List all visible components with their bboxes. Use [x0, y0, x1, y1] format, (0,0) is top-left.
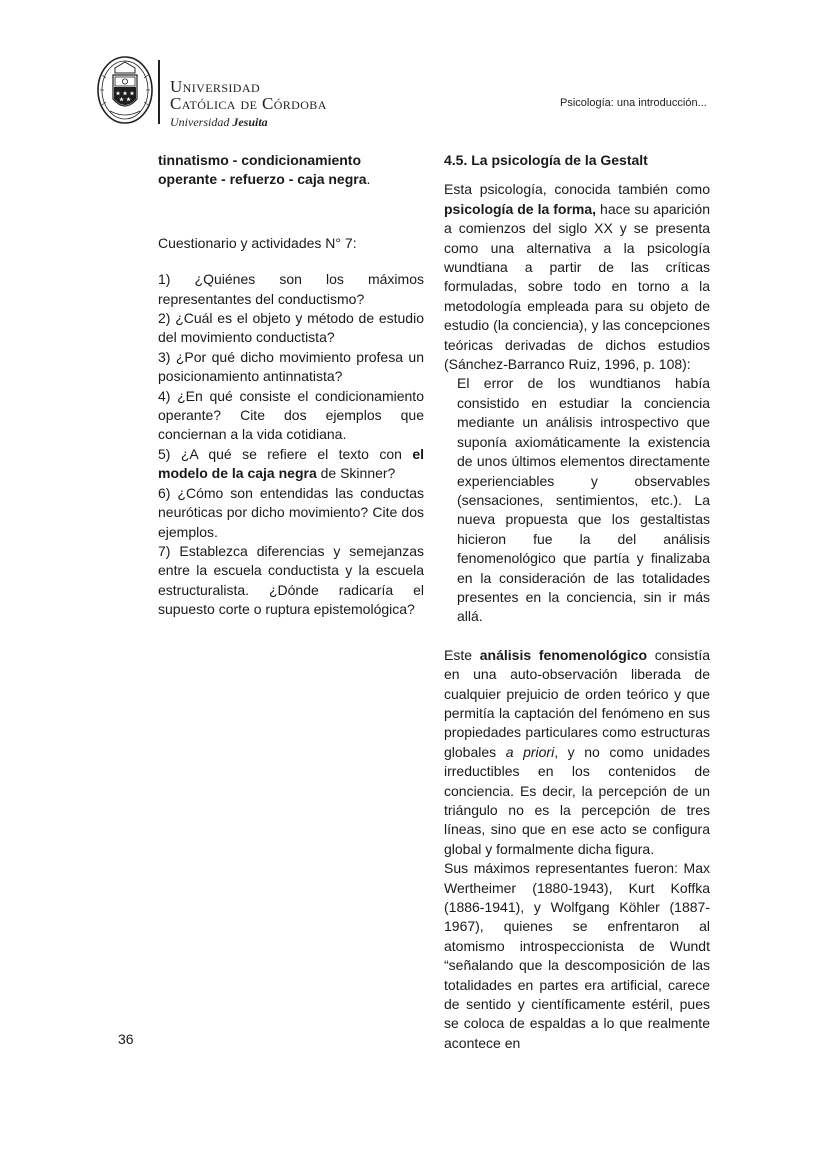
para2-bold: análisis fenomenológico	[479, 646, 647, 663]
tagline-bold: Jesuita	[232, 115, 268, 129]
block-quote: El error de los wundtianos había consistido en estudiar la conciencia mediante un análisis introspectivo que suponía axiomáticamente la existencia de unos últimos elementos directamente experienciables y observables (sensaciones, sentimientos, etc.). La nueva propuesta que los gestaltistas hicieron fue la del análisis fenomenológico que partía y finalizaba en la consideración de las totalidades presentes en la conciencia, sin ir más allá.	[457, 375, 710, 625]
question-item-3: 3) ¿Por qué dicho movimiento profesa un posicionamiento antinnatista?	[158, 348, 424, 385]
tagline-prefix: Universidad	[170, 115, 230, 129]
university-name	[170, 78, 327, 130]
question-item-7: 7) Establezca diferencias y semejanzas entre la escuela conductista y la escuela estructuralista. ¿Dónde radicaría el supuesto corte o ruptura epistemológica?	[158, 542, 424, 618]
university-name-line2: Católica de Córdoba	[170, 94, 327, 113]
phenomenological-paragraph	[444, 646, 710, 859]
para2-pre: Este	[444, 646, 480, 663]
university-tagline	[170, 114, 327, 130]
left-column	[158, 151, 424, 620]
page-number: 36	[118, 1031, 134, 1047]
questionnaire-title: Cuestionario y actividades N° 7:	[158, 234, 357, 251]
gestalt-intro-paragraph	[444, 180, 710, 374]
running-header-title: Psicología: una introducción...	[560, 97, 707, 109]
university-name-line1: Universidad	[170, 77, 261, 96]
question-item-6: 6) ¿Cómo son entendidas las conductas neuróticas por dicho movimiento? Cite dos ejemplos.	[158, 484, 424, 540]
question-item-1: 1) ¿Quiénes son los máximos representantes del conductismo?	[158, 271, 424, 307]
question-item-4: 4) ¿En qué consiste el condicionamiento operante? Cite dos ejemplos que conciernan a la vida cotidiana.	[158, 387, 424, 443]
para2-post: , y no como unidades irreductibles en los contenidos de conciencia. Es decir, la percepción de un triángulo no es la percepción de tres líneas, sino que en ese acto se configura global y formalmente dicha figura.	[444, 743, 710, 857]
university-crest-logo	[96, 55, 154, 125]
keywords-end: .	[366, 171, 371, 188]
para2-mid: consistía en una auto-observación liberada de cualquier prejuicio de orden teórico y que permitía la captación del fenómeno en sus propiedades particulares como estructuras globales	[444, 646, 710, 760]
right-column	[444, 151, 710, 1053]
para1-post: hace su aparición a comienzos del siglo XX y se presenta como una alternativa a la psicología wundtiana a partir de las críticas formuladas, sobre todo en torno a la metodología empleada para su objeto de estudio (la conciencia), y las concepciones teóricas derivadas de dichos estudios (Sánchez-Barranco Ruiz, 1996, p. 108):	[444, 200, 710, 373]
question-5-bold: el modelo de la caja negra	[158, 445, 424, 482]
para2-italic: a priori	[505, 743, 555, 760]
para1-pre: Esta psicología, conocida también como	[444, 181, 710, 198]
continuation-keywords	[158, 151, 424, 190]
representatives-paragraph: Sus máximos representantes fueron: Max Wertheimer (1880-1943), Kurt Koffka (1886-1941), y Wolfgang Köhler (1887-1967), quienes se enfrentaron al atomismo introspeccionista de Wundt “señalando que la descomposición de las totalidades en partes era artificial, carece de sentido y científicamente estéril, pues se coloca de espaldas a lo que realmente acontece en	[444, 860, 710, 1051]
header-divider	[158, 60, 160, 124]
section-heading: 4.5. La psicología de la Gestalt	[444, 152, 648, 168]
question-5-pre: 5) ¿A qué se refiere el texto con	[158, 445, 413, 462]
keywords-bold: tinnatismo - condicionamiento operante - refuerzo - caja negra	[158, 152, 367, 188]
question-5-post: de Skinner?	[316, 465, 396, 482]
question-list	[158, 270, 424, 619]
para1-bold: psicología de la forma,	[444, 200, 597, 217]
question-item-5	[158, 445, 424, 484]
question-item-2: 2) ¿Cuál es el objeto y método de estudio del movimiento conductista?	[158, 310, 424, 346]
